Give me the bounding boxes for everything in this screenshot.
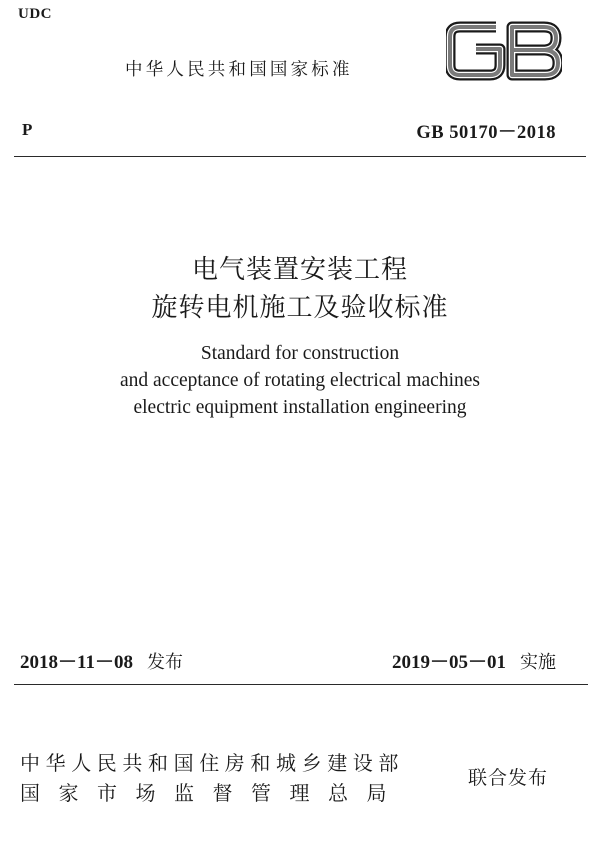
issuer-line2: 国家市场监督管理总局	[20, 781, 405, 805]
implement-date-block	[392, 647, 556, 674]
classification-code: P	[22, 120, 33, 139]
issue-date: 2018－11－08	[20, 652, 133, 673]
standard-number: GB 50170－2018	[416, 123, 556, 143]
joint-release-label: 联合发布	[468, 767, 549, 789]
udc-label: UDC	[18, 6, 52, 22]
title-en-line1: Standard for construction	[200, 343, 400, 364]
title-cn-line2: 旋转电机施工及验收标准	[151, 293, 449, 323]
issue-date-block	[20, 647, 183, 674]
footer-divider	[14, 684, 588, 685]
implement-label: 实施	[520, 652, 556, 673]
implement-date: 2019－05－01	[391, 652, 506, 673]
issuer-line1: 中华人民共和国住房和城乡建设部	[20, 751, 404, 775]
issue-label: 发布	[146, 652, 183, 673]
national-standard-title: 中华人民共和国国家标准	[125, 60, 353, 80]
title-en-line2: and acceptance of rotating electrical machines	[119, 370, 480, 391]
header-divider	[14, 156, 586, 157]
title-cn-line1: 电气装置安装工程	[191, 255, 408, 285]
gb-logo	[446, 19, 562, 83]
title-en-line3: electric equipment installation engineering	[133, 397, 467, 418]
